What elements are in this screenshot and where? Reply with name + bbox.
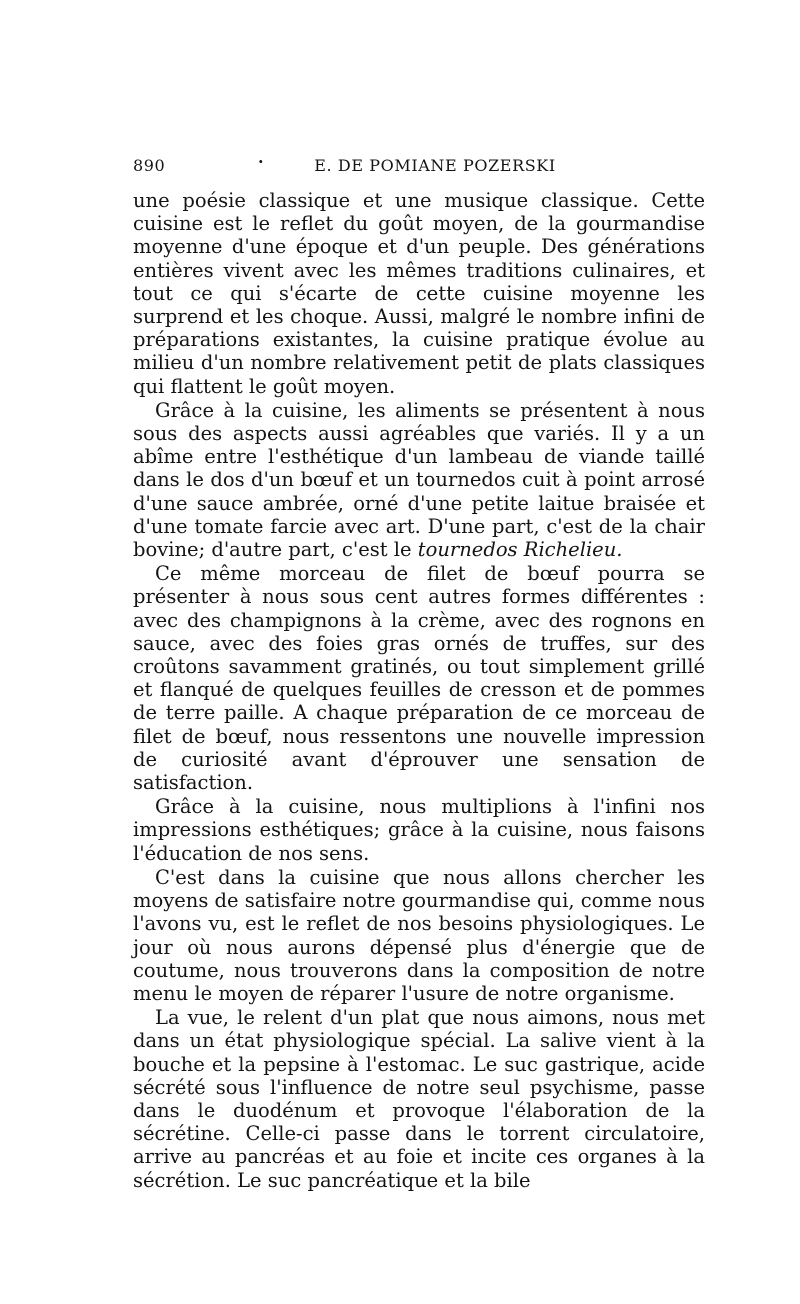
paragraph-2 (133, 399, 705, 561)
paragraph-4: Grâce à la cuisine, nous multiplions à l'infini nos impressions esthétiques; grâce à la cuisine, nous faisons l'éducation de nos sens. (133, 795, 705, 865)
dish-name: tournedos Richelieu. (417, 538, 623, 562)
header-mark: · (258, 152, 265, 171)
running-title: E. DE POMIANE POZERSKI (314, 156, 556, 175)
paragraph-2-text: Grâce à la cuisine, les aliments se présentent à nous sous des aspects aussi agréables que variés. Il y a un abîme entre l'esthétique d'un lambeau de viande taillé dans le dos d'un bœuf et un tournedos cuit à point arrosé d'une sauce ambrée, orné d'une petite laitue braisée et d'une tomate farcie avec art. D'une part, c'est de la chair bovine; d'autre part, c'est le (133, 398, 705, 562)
paragraph-5: C'est dans la cuisine que nous allons chercher les moyens de satisfaire notre gourmandise qui, comme nous l'avons vu, est le reflet de nos besoins physiologiques. Le jour où nous aurons dépensé plus d'énergie que de coutume, nous trouverons dans la composition de notre menu le moyen de réparer l'usure de notre organisme. (133, 865, 705, 1005)
paragraph-1: une poésie classique et une musique classique. Cette cuisine est le reflet du goût moyen, de la gourmandise moyenne d'une époque et d'un peuple. Des générations entières vivent avec les mêmes traditions culinaires, et tout ce qui s'écarte de cette cuisine moyenne les surprend et les choque. Aussi, malgré le nombre infini de préparations existantes, la cuisine pratique évolue au milieu d'un nombre relativement petit de plats classiques qui flattent le goût moyen. (133, 189, 705, 398)
body-text (133, 189, 705, 1193)
page-number: 890 (133, 156, 166, 175)
paragraph-3: Ce même morceau de filet de bœuf pourra se présenter à nous sous cent autres formes différentes : avec des champignons à la crème, avec des rognons en sauce, avec des foies gras ornés de truffes, sur des croûtons savamment gratinés, ou tout simplement grillé et flanqué de quelques feuilles de cresson et de pommes de terre paille. A chaque préparation de ce morceau de filet de bœuf, nous ressentons une nouvelle impression de curiosité avant d'éprouver une sensation de satisfaction. (133, 562, 705, 795)
running-head (133, 152, 705, 180)
paragraph-6: La vue, le relent d'un plat que nous aimons, nous met dans un état physiologique spécial. La salive vient à la bouche et la pepsine à l'estomac. Le suc gastrique, acide sécrété sous l'influence de notre seul psychisme, passe dans le duodénum et provoque l'élaboration de la sécrétine. Celle-ci passe dans le torrent circulatoire, arrive au pancréas et au foie et incite ces organes à la sécrétion. Le suc pancréatique et la bile (133, 1006, 705, 1192)
